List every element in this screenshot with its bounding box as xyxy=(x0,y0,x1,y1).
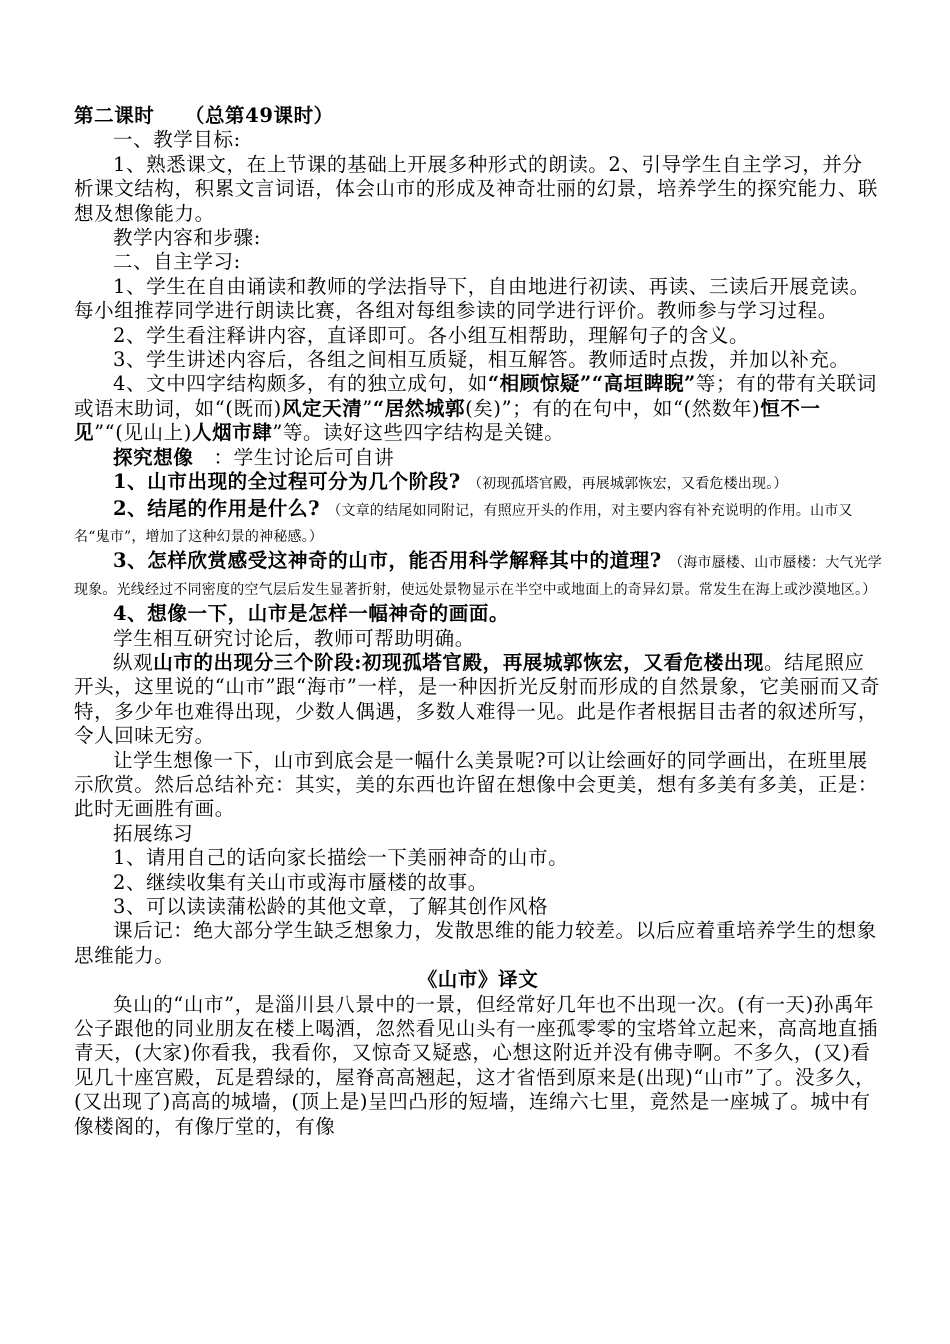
question-4 xyxy=(74,602,882,626)
step-1: 1、学生在自由诵读和教师的学法指导下，自由地进行初读、再读、三读后开展竞读。每小组推荐同学进行朗读比赛，各组对每组参读的同学进行评价。教师参与学习过程。 xyxy=(74,274,870,323)
explore-text: ：学生讨论后可自讲 xyxy=(193,445,395,469)
self-study-title: 二、自主学习: xyxy=(113,250,241,274)
summary-paragraph xyxy=(74,651,882,749)
lesson-heading: 第二课时 （总第49课时） xyxy=(74,104,334,127)
step-4-text: 4、文中四字结构颇多，有的独立成句，如 xyxy=(113,372,488,396)
step-4-bold: 风定天清 xyxy=(281,396,363,420)
goals-text: 1、熟悉课文，在上节课的基础上开展多种形式的朗读。2、引导学生自主学习，并分析课文结构，积累文言词语，体会山市的形成及神奇壮丽的幻景，培养学生的探究能力、联想及想像能力。 xyxy=(74,152,879,225)
step-2: 2、学生看注释讲内容，直译即可。各小组互相帮助，理解句子的含义。 xyxy=(113,323,750,347)
translation-title: 《山市》译文 xyxy=(417,968,539,992)
practice-item: 3、可以读读蒲松龄的其他文章，了解其创作风格 xyxy=(113,895,549,918)
step-4-text: ”等。读好这些四字结构是关键。 xyxy=(272,421,565,445)
explore-line xyxy=(74,446,882,470)
summary-text: 纵观 xyxy=(113,650,154,674)
step-4-text: 等；有的带有关联词或语末助词，如“(既而) xyxy=(74,372,877,420)
summary-bold: 山市的出现分三个阶段:初现孤塔官殿，再展城郭恢宏，又看危楼出现 xyxy=(153,650,765,674)
imagine-paragraph: 让学生想像一下，山市到底会是一幅什么美景呢?可以让绘画好的同学画出，在班里展示欣赏。然后总结补充：其实，美的东西也许留在想像中会更美，想有多美有多美，正是：此时无画胜有画。 xyxy=(74,748,879,821)
question-1 xyxy=(74,470,882,496)
question-text: 2、结尾的作用是什么? xyxy=(113,496,321,520)
step-4-bold: “相顾惊疑”“高垣睥睨” xyxy=(487,372,696,396)
summary-text: 。结尾照应开头，这里说的“山市”跟“海市”一样，是一种因折光反射而形成的自然景象，它美丽而又奇特，多少年也难得出现，少数人偶遇，多数人难得一见。此是作者根据目击者的叙述所写，令人回味无穷。 xyxy=(74,650,881,748)
question-3 xyxy=(74,549,882,602)
question-answer: （初现孤塔官殿，再展城郭恢宏，又看危楼出现。） xyxy=(460,476,788,493)
practice-title: 拓展练习 xyxy=(113,821,194,845)
step-4-bold: 人烟市肆 xyxy=(191,421,273,445)
question-answer: （海市蜃楼、山市蜃楼：大气光学现象。光线经过不同密度的空气层后发生显著折射，使远处景物显示在半空中或地面上的奇异幻景。常发生在海上或沙漠地区。） xyxy=(74,555,882,598)
document-page xyxy=(74,104,882,1139)
step-4-bold: “居然城郭 xyxy=(372,396,466,420)
step-4-bold: 恒不一见 xyxy=(74,396,821,445)
content-title: 教学内容和步骤: xyxy=(113,226,261,250)
question-text: 3、怎样欣赏感受这神奇的山市，能否用科学解释其中的道理? xyxy=(113,549,662,573)
goals-title: 一、教学目标: xyxy=(113,128,241,152)
step-4-text: ”“(见山上) xyxy=(94,421,192,445)
explore-label: 探究想像 xyxy=(113,445,194,469)
question-text: 1、山市出现的全过程可分为几个阶段? xyxy=(113,470,461,494)
discuss-text: 学生相互研究讨论后，教师可帮助明确。 xyxy=(113,626,475,650)
step-3: 3、学生讲述内容后，各组之间相互质疑，相互解答。教师适时点拨，并加以补充。 xyxy=(113,348,850,372)
practice-item: 1、请用自己的话向家长描绘一下美丽神奇的山市。 xyxy=(113,846,569,870)
question-2 xyxy=(74,497,882,550)
step-4 xyxy=(74,372,882,445)
step-4-text: (矣)”；有的在句中，如“(然数年) xyxy=(465,396,761,420)
question-text: 4、想像一下，山市是怎样一幅神奇的画面。 xyxy=(113,602,510,626)
practice-item: 2、继续收集有关山市或海市蜃楼的故事。 xyxy=(113,870,488,894)
translation-text: 奂山的“山市”，是淄川县八景中的一景，但经常好几年也不出现一次。(有一天)孙禹年公子跟他的同业朋友在楼上喝酒，忽然看见山头有一座孤零零的宝塔耸立起来，高高地直插青天，(大家)你看我，我看你，又惊奇又疑惑，心想这附近并没有佛寺啊。不多久，(又)看见几十座宫殿，瓦是碧绿的，屋脊高高翘起，这才省悟到原来是(出现)“山市”了。没多久，(又出现了)高高的城墙，(顶上是)呈凹凸形的短墙，连绵六七里，竟然是一座城了。城中有像楼阁的，有像厅堂的，有像 xyxy=(74,992,879,1138)
question-answer: （文章的结尾如同附记，有照应开头的作用，对主要内容有补充说明的作用。山市又名“鬼市”，增加了这种幻景的神秘感。） xyxy=(74,502,853,545)
afterword: 课后记：绝大部分学生缺乏想象力，发散思维的能力较差。以后应着重培养学生的想象思维能力。 xyxy=(74,919,877,967)
step-4-text: ” xyxy=(362,396,373,420)
